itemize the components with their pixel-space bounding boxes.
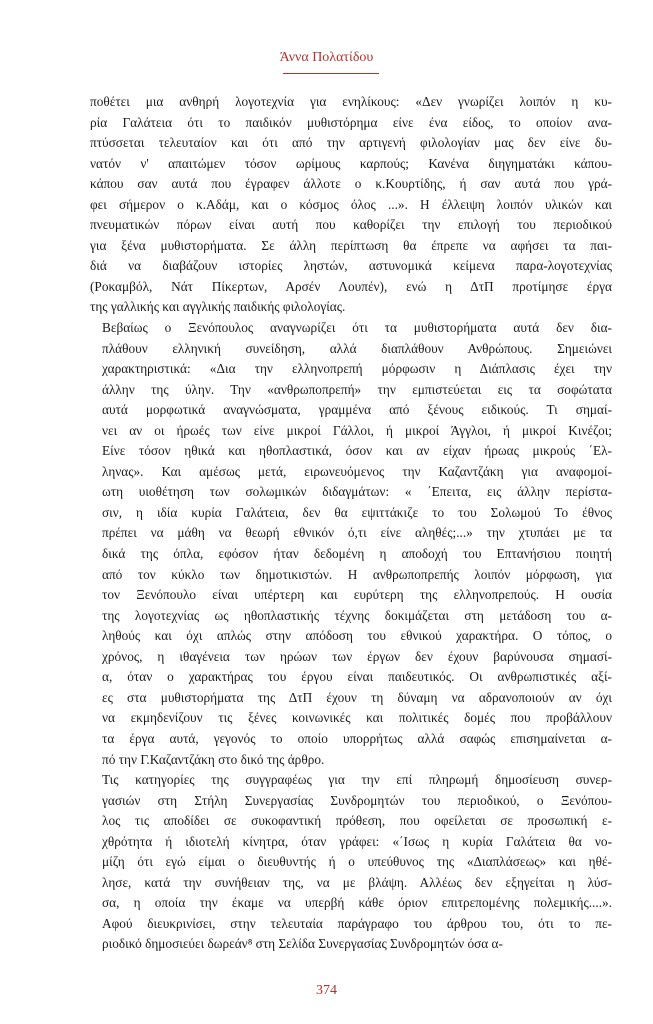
text-line: λησε, κατά την συνήθειαν της, να με βλάψη. Αλλέως δεν εξηγείται η λύσ-	[102, 874, 612, 890]
text-line: της γαλλικής και αγγλικής παιδικής φιλολογίας.	[90, 299, 346, 315]
text-line: ληνας». Και αμέσως μετά, ειρωνευόμενος την Καζαντζάκη για αναφομοί-	[102, 463, 612, 479]
text-line: ποθέτει μια ανθηρή λογοτεχνία για ενηλίκους: «Δεν γνωρίζει λοιπόν η κυ-	[90, 94, 612, 109]
text-line: χαρακτηριστικά: «Δια την ελληνοπρεπή μόρφωσιν η Διάπλασις έχει την	[102, 361, 612, 377]
text-line: ληθούς και όχι απλώς στην απόδοση του εθνικού χαρακτήρα. Ο τόπος, ο	[102, 628, 612, 644]
text-line: πό την Γ.Καζαντζάκη στο δικό της άρθρο.	[102, 751, 325, 767]
page-number: 374	[316, 983, 337, 998]
text-line: σα, η οποία την έκαμε να υπερβή κάθε όριον επιτρεπομένης πολεμικής....».	[102, 895, 612, 911]
body-text	[90, 92, 612, 955]
text-line: νατόν ν' απαιτώμεν τόσον ωρίμους καρπούς; Κανένα διηγηματάκι κάπου-	[90, 155, 612, 171]
text-line: ωτη υιοθέτηση των σολωμικών διδαγμάτων: « ΄Επειτα, εις άλλην περίστα-	[102, 484, 612, 500]
text-line: τα έργα αυτά, γεγονός το οποίο υπορρήτως αλλά σαφώς επισημαίνεται α-	[102, 730, 612, 746]
text-line: φει σήμερον ο κ.Αδάμ, και ο κόσμος όλος ...». Η έλλειψη λοιπόν υλικών και	[90, 196, 612, 212]
paragraph	[90, 318, 612, 770]
text-line: πλάθουν ελληνική συνείδηση, αλλά διαπλάθουν Ανθρώπους. Σημειώνει	[102, 340, 612, 356]
text-line: άλλην της ύλην. Την «ανθρωποπρεπή» την εμπιστεύεται εις τα σοφώτατα	[102, 381, 612, 397]
text-line: ριοδικό δημοσιεύει δωρεάν⁸ στη Σελίδα Συνεργασίας Συνδρομητών όσα α-	[102, 936, 503, 952]
text-line: Βεβαίως ο Ξενόπουλος αναγνωρίζει ότι τα μυθιστορήματα αυτά δεν δια-	[102, 320, 612, 336]
paragraph	[90, 92, 612, 318]
text-line: γασιών στη Στήλη Συνεργασίας Συνδρομητών του περιοδικού, ο Ξενόπου-	[102, 792, 612, 808]
text-line: α, όταν ο χαρακτήρας του έργου είναι παιδευτικός. Οι ανθρωπιστικές αξί-	[102, 669, 612, 685]
text-line: νει αν οι ήρωές των είνε μικροί Γάλλοι, ή μικροί Άγγλοι, ή μικροί Κινέζοι;	[102, 422, 612, 438]
text-line: για ξένα μυθιστορήματα. Σε άλλη περίπτωση θα έπρεπε να αφήσει τα παι-	[90, 237, 612, 253]
text-line: χρόνος, η ιθαγένεια των ηρώων των έργων δεν έχουν βαρύνουσα σημασί-	[102, 648, 612, 664]
text-line: χθρότητα ή ιδιοτελή κίνητρα, όταν γράφει: «΄Ισως η κυρία Γαλάτεια θα νο-	[102, 833, 612, 849]
text-line: της λογοτεχνίας ως ηθοπλαστικής τέχνης δοκιμάζεται στη μετάδοση του α-	[102, 607, 612, 623]
text-line: ες στα μυθιστορήματα της ΔτΠ έχουν τη δύναμη να αδρανοποιούν αν όχι	[102, 689, 612, 705]
text-line: (Ροκαμβόλ, Νάτ Πίκερτων, Αρσέν Λουπέν), ενώ η ΔτΠ προτίμησε έργα	[90, 278, 612, 294]
running-title: Άννα Πολατίδου	[279, 50, 374, 65]
text-line: πτύσσεται τελευταίον και ότι από την αρτιγενή φιλολογίαν μας δεν είνε δυ-	[90, 135, 612, 151]
header-rule	[283, 73, 379, 74]
text-line: πρέπει να μάθη να θεωρή εθνικόν ό,τι είνε αληθές;...» την χτυπάει με τα	[102, 525, 612, 541]
text-line: διά να διαβάζουν ιστορίες ληστών, αστυνομικά κείμενα παρα-λογοτεχνίας	[90, 258, 612, 274]
text-line: αυτά μορφωτικά αναγνώσματα, γραμμένα από ξένους ειδικούς. Τι σημαί-	[102, 402, 612, 418]
text-line: μίζη ότι εγώ είμαι ο διευθυντής ή ο υπεύθυνος της «Διαπλάσεως» και ηθέ-	[102, 854, 612, 870]
text-line: κάπου σαν αυτά που έγραφεν άλλοτε ο κ.Κουρτίδης, ή σαν αυτά που γρά-	[90, 176, 612, 192]
text-line: τον Ξενόπουλο είναι υπέρτερη και ευρύτερη της ελληνοπρεπούς. Η ουσία	[102, 587, 612, 603]
text-line: δικά της όπλα, εφόσον ήταν δεδομένη η αποδοχή του Επτανήσιου ποιητή	[102, 546, 612, 562]
text-line: λος τις αποδίδει σε συκοφαντική πρόθεση, που οφείλεται σε προσωπική ε-	[102, 813, 612, 829]
paragraph	[90, 770, 612, 955]
text-line: πνευματικών πόρων είναι αυτή που καθορίζει την επιλογή του περιοδικού	[90, 217, 612, 233]
text-line: να εκμηδενίζουν τις ξένες κοινωνικές και πολιτικές δομές που προβάλλουν	[102, 710, 612, 726]
text-line: ρία Γαλάτεια ότι το παιδικόν μυθιστόρημα είνε ένα είδος, το οποίον ανα-	[90, 114, 612, 130]
text-line: Αφού διευκρινίσει, στην τελευταία παράγραφο του άρθρου του, ότι το πε-	[102, 915, 612, 931]
text-line: Τις κατηγορίες της συγγραφέως για την επί πληρωμή δημοσίευση συνερ-	[102, 772, 612, 788]
text-line: Είνε τόσον ηθικά και ηθοπλαστικά, όσον και αν είχαν ήρωας μικρούς ΄Ελ-	[102, 443, 612, 459]
text-line: από τον κύκλο των δημοτικιστών. Η ανθρωποπρεπής λοιπόν μόρφωση, για	[102, 566, 612, 582]
text-line: σιν, η ιδία κυρία Γαλάτεια, δεν θα εψιττάκιζε το του Σολωμού Το έθνος	[102, 504, 612, 520]
